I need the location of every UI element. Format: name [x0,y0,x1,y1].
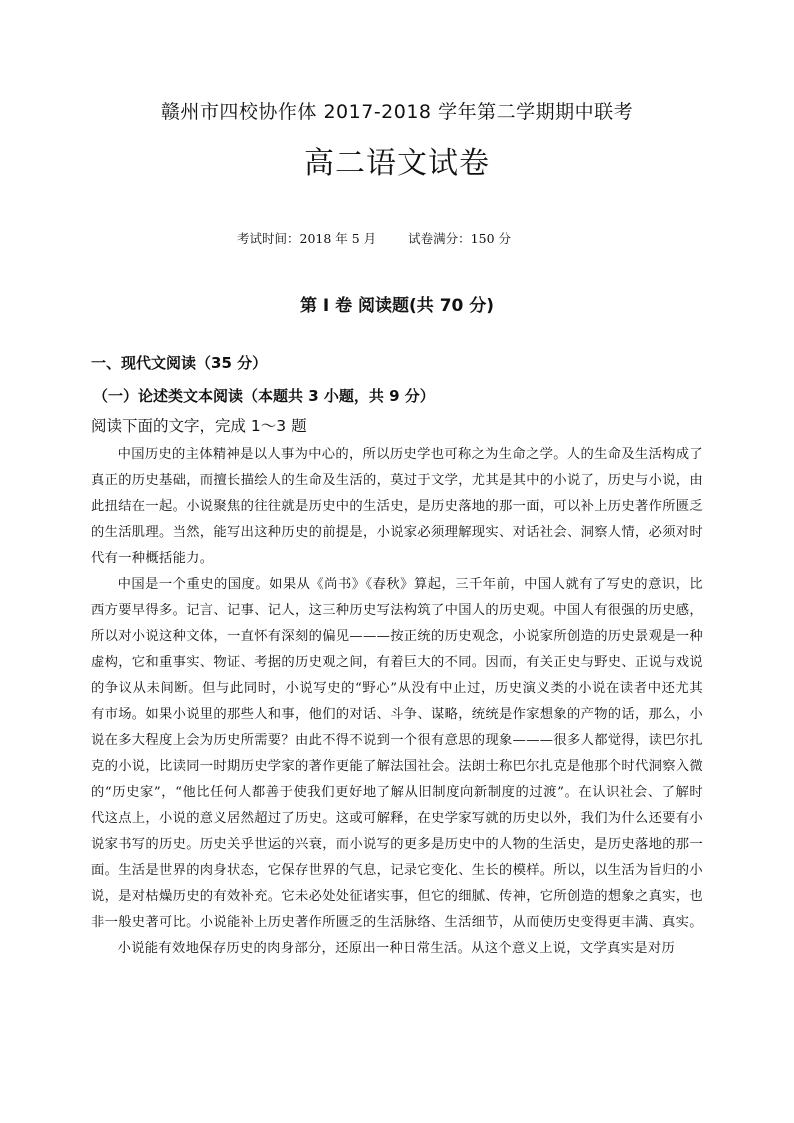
subsection-heading: （一）论述类文本阅读（本题共 3 小题，共 9 分） [93,387,435,405]
paragraph: 中国历史的主体精神是以人事为中心的，所以历史学也可称之为生命之学。人的生命及生活构成了真正的历史基础，而擅长描绘人的生命及生活的，莫过于文学，尤其是其中的小说了，历史与小说，由此扭结在一起。小说聚焦的往往就是历史中的生活史，是历史落地的那一面，可以补上历史著作所匮乏的生活肌理。当然，能写出这种历史的前提是，小说家必须理解现实、对话社会、洞察人情，必须对时代有一种概括能力。 [91,447,703,566]
exam-title-line2: 高二语文试卷 [304,146,490,181]
paragraph: 小说能有效地保存历史的肉身部分，还原出一种日常生活。从这个意义上说，文学真实是对历 [117,941,676,956]
exam-info [237,229,539,247]
exam-time: 考试时间：2018 年 5 月 [237,231,377,246]
paragraph: 中国是一个重史的国度。如果从《尚书》《春秋》算起，三千年前，中国人就有了写史的意识，比西方要早得多。记言、记事、记人，这三种历史写法构筑了中国人的历史观。中国人有很强的历史感，所以对小说这种文体，一直怀有深刻的偏见———按正统的历史观念，小说家所创造的历史景观是一种虚构，它和重事实、物证、考据的历史观之间，有着巨大的不同。因而，有关正史与野史、正说与戏说的争议从未间断。但与此同时，小说写史的“野心”从没有中止过，历史演义类的小说在读者中还尤其有市场。如果小说里的那些人和事，他们的对话、斗争、谋略，统统是作家想象的产物的话，那么，小说在多大程度上会为历史所需要？由此不得不说到一个很有意思的现象———很多人都觉得，读巴尔扎克的小说，比读同一时期历史学家的著作更能了解法国社会。法朗士称巴尔扎克是他那个时代洞察入微的“历史家”，“他比任何人都善于使我们更好地了解从旧制度向新制度的过渡”。在认识社会、了解时代这点上，小说的意义居然超过了历史。这或可解释，在史学家写就的历史以外，我们为什么还要有小说家书写的历史。历史关乎世运的兴衰，而小说写的更多是历史中的人物的生活史，是历史落地的那一面。生活是世界的肉身状态，它保存世界的气息，记录它变化、生长的模样。所以，以生活为旨归的小说，是对枯燥历史的有效补充。它未必处处征诸实事，但它的细腻、传神，它所创造的想象之真实，也非一般史著可比。小说能补上历史著作所匮乏的生活脉络、生活细节，从而使历史变得更丰满、真实。 [91,577,703,930]
instruction: 阅读下面的文字，完成 1～3 题 [91,417,307,435]
exam-score: 试卷满分：150 分 [408,231,512,246]
reading-passage [91,442,703,962]
section-heading: 一、现代文阅读（35 分） [91,354,268,372]
exam-title-line1: 赣州市四校协作体 2017-2018 学年第二学期期中联考 [160,101,634,123]
part-title: 第 I 卷 阅读题(共 70 分) [299,296,495,316]
